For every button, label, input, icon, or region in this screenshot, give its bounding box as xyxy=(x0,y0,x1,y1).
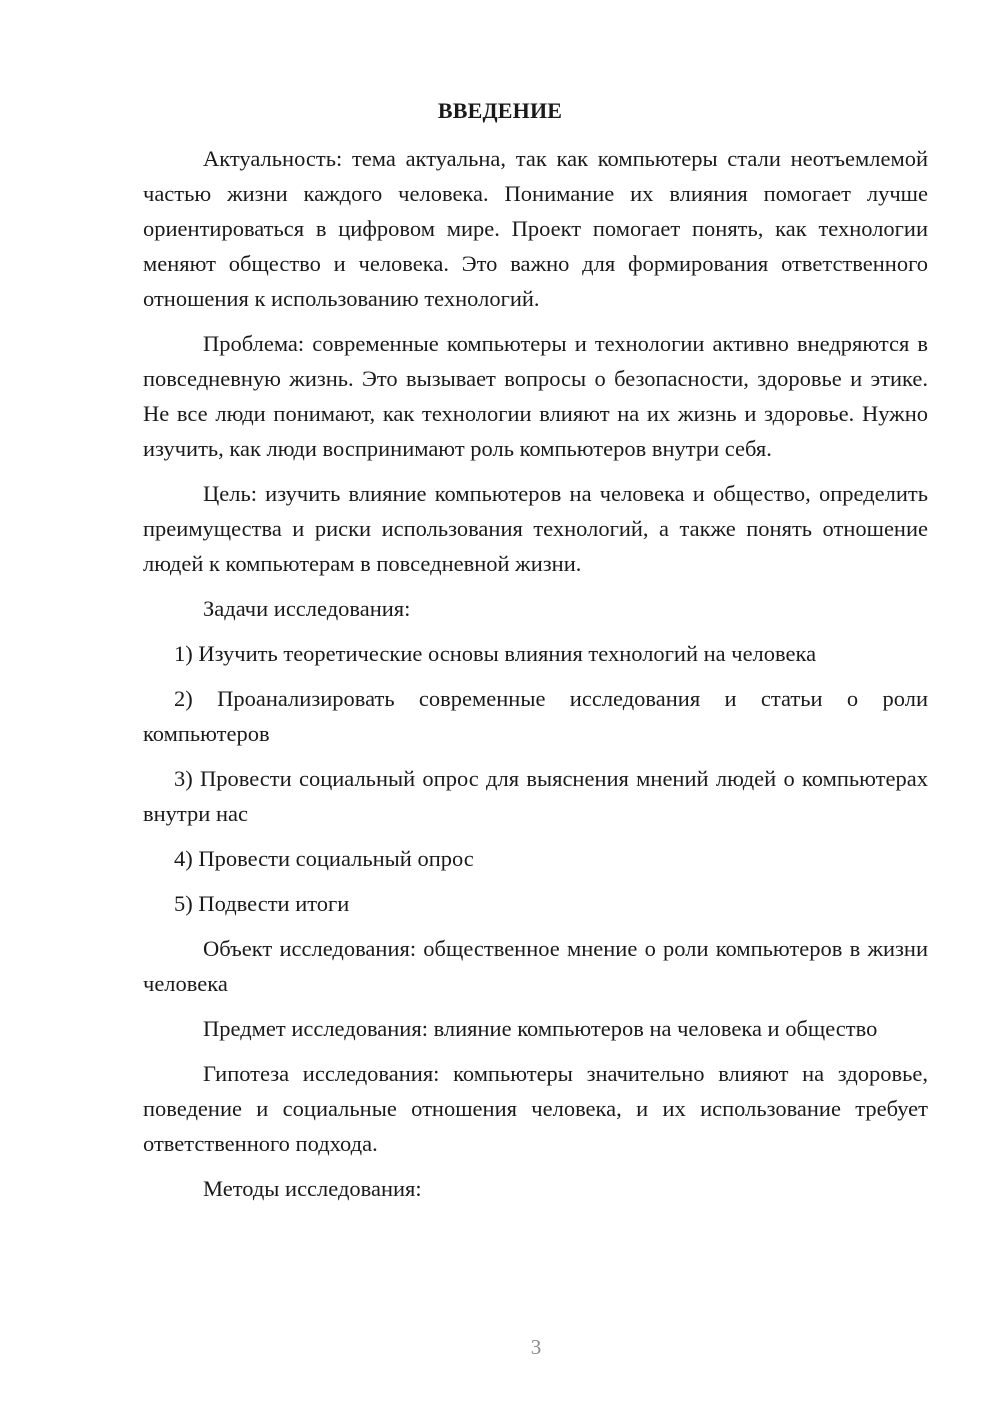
paragraph-subject: Предмет исследования: влияние компьютеров на человека и общество xyxy=(203,1016,878,1041)
task-item-2: 2) Проанализировать современные исследования и статьи о роли компьютеров xyxy=(143,686,928,746)
paragraph-object: Объект исследования: общественное мнение о роли компьютеров в жизни человека xyxy=(143,936,928,996)
task-item-4: 4) Провести социальный опрос xyxy=(174,846,474,871)
page-number: 3 xyxy=(530,1335,542,1359)
paragraph-hypothesis: Гипотеза исследования: компьютеры значительно влияют на здоровье, поведение и социальные отношения человека, и их использование требует ответственного подхода. xyxy=(143,1061,928,1156)
task-item-3: 3) Провести социальный опрос для выяснения мнений людей о компьютерах внутри нас xyxy=(143,766,928,826)
tasks-heading: Задачи исследования: xyxy=(203,596,411,621)
paragraph-goal: Цель: изучить влияние компьютеров на человека и общество, определить преимущества и риски использования технологий, а также понять отношение людей к компьютерам в повседневной жизни. xyxy=(143,481,928,576)
task-item-5: 5) Подвести итоги xyxy=(174,891,350,916)
methods-heading: Методы исследования: xyxy=(203,1176,422,1201)
document-body xyxy=(143,141,928,1216)
paragraph-relevance: Актуальность: тема актуальна, так как компьютеры стали неотъемлемой частью жизни каждого человека. Понимание их влияния помогает лучше ориентироваться в цифровом мире. Проект помогает понять, как технологии меняют общество и человека. Это важно для формирования ответственного отношения к использованию технологий. xyxy=(143,146,928,311)
paragraph-problem: Проблема: современные компьютеры и технологии активно внедряются в повседневную жизнь. Это вызывает вопросы о безопасности, здоровье и этике. Не все люди понимают, как технологии влияют на их жизнь и здоровье. Нужно изучить, как люди воспринимают роль компьютеров внутри себя. xyxy=(143,331,928,461)
task-item-1: 1) Изучить теоретические основы влияния технологий на человека xyxy=(174,641,817,666)
section-title: ВВЕДЕНИЕ xyxy=(437,98,563,123)
